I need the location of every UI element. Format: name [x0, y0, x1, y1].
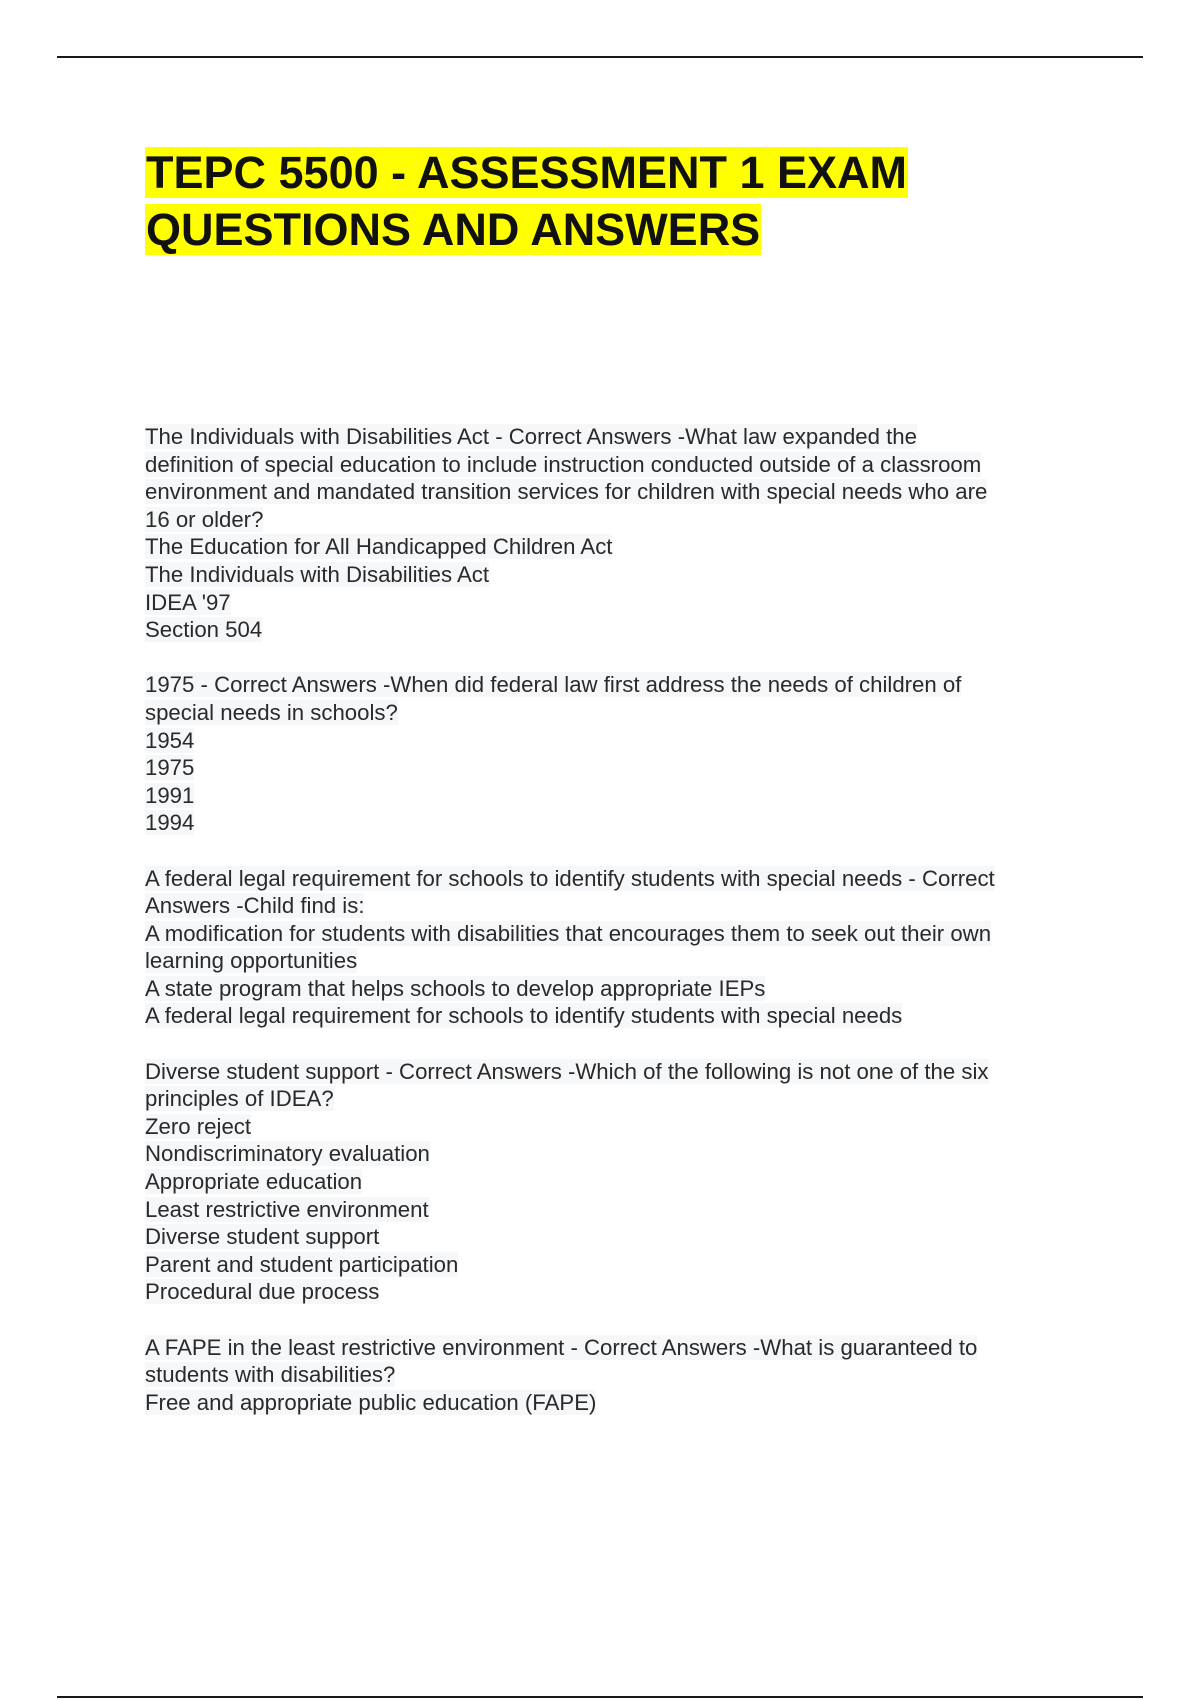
answer-option: 1994: [145, 810, 195, 836]
question-line: students with disabilities?: [145, 1362, 396, 1388]
answer-option: The Individuals with Disabilities Act: [145, 561, 490, 587]
answer-option: Nondiscriminatory evaluation: [145, 1141, 430, 1167]
question-line: environment and mandated transition services for children with special needs who are: [145, 479, 988, 505]
answer-option: 1954: [145, 727, 195, 753]
answer-option: Free and appropriate public education (FAPE): [145, 1389, 597, 1415]
question-line: Answers -Child find is:: [145, 893, 365, 919]
answer-option: The Education for All Handicapped Children Act: [145, 534, 613, 560]
qa-item: [145, 1058, 1085, 1306]
question-line: Diverse student support - Correct Answers -Which of the following is not one of the six: [145, 1058, 989, 1084]
document-title: [145, 144, 1105, 258]
top-rule: [57, 56, 1143, 58]
answer-option: Zero reject: [145, 1113, 252, 1139]
qa-item: [145, 1334, 1085, 1417]
answer-option: Least restrictive environment: [145, 1196, 429, 1222]
qa-item: [145, 671, 1085, 837]
answer-option: IDEA '97: [145, 589, 231, 615]
question-line: A federal legal requirement for schools to identify students with special needs - Correct: [145, 865, 995, 891]
answer-option: Parent and student participation: [145, 1251, 459, 1277]
qa-list: [145, 423, 1085, 1444]
answer-option: A modification for students with disabilities that encourages them to seek out their own: [145, 920, 992, 946]
answer-option: 1975: [145, 755, 195, 781]
answer-option: A federal legal requirement for schools to identify students with special needs: [145, 1003, 903, 1029]
qa-item: [145, 423, 1085, 644]
answer-option: learning opportunities: [145, 948, 358, 974]
question-line: 16 or older?: [145, 506, 264, 532]
question-line: principles of IDEA?: [145, 1086, 334, 1112]
question-line: The Individuals with Disabilities Act - Correct Answers -What law expanded the: [145, 424, 917, 449]
bottom-rule: [57, 1696, 1143, 1698]
question-line: special needs in schools?: [145, 699, 398, 725]
answer-option: Procedural due process: [145, 1279, 380, 1305]
answer-option: Appropriate education: [145, 1169, 363, 1195]
question-line: 1975 - Correct Answers -When did federal law first address the needs of children of: [145, 672, 962, 698]
answer-option: Diverse student support: [145, 1224, 380, 1250]
question-line: A FAPE in the least restrictive environment - Correct Answers -What is guaranteed to: [145, 1334, 978, 1360]
title-line-1: TEPC 5500 - ASSESSMENT 1 EXAM: [146, 147, 908, 198]
qa-item: [145, 865, 1085, 1031]
answer-option: A state program that helps schools to develop appropriate IEPs: [145, 975, 766, 1001]
question-line: definition of special education to include instruction conducted outside of a classroom: [145, 451, 982, 477]
answer-option: 1991: [145, 782, 195, 808]
answer-option: Section 504: [145, 617, 263, 643]
title-line-2: QUESTIONS AND ANSWERS: [146, 204, 761, 255]
